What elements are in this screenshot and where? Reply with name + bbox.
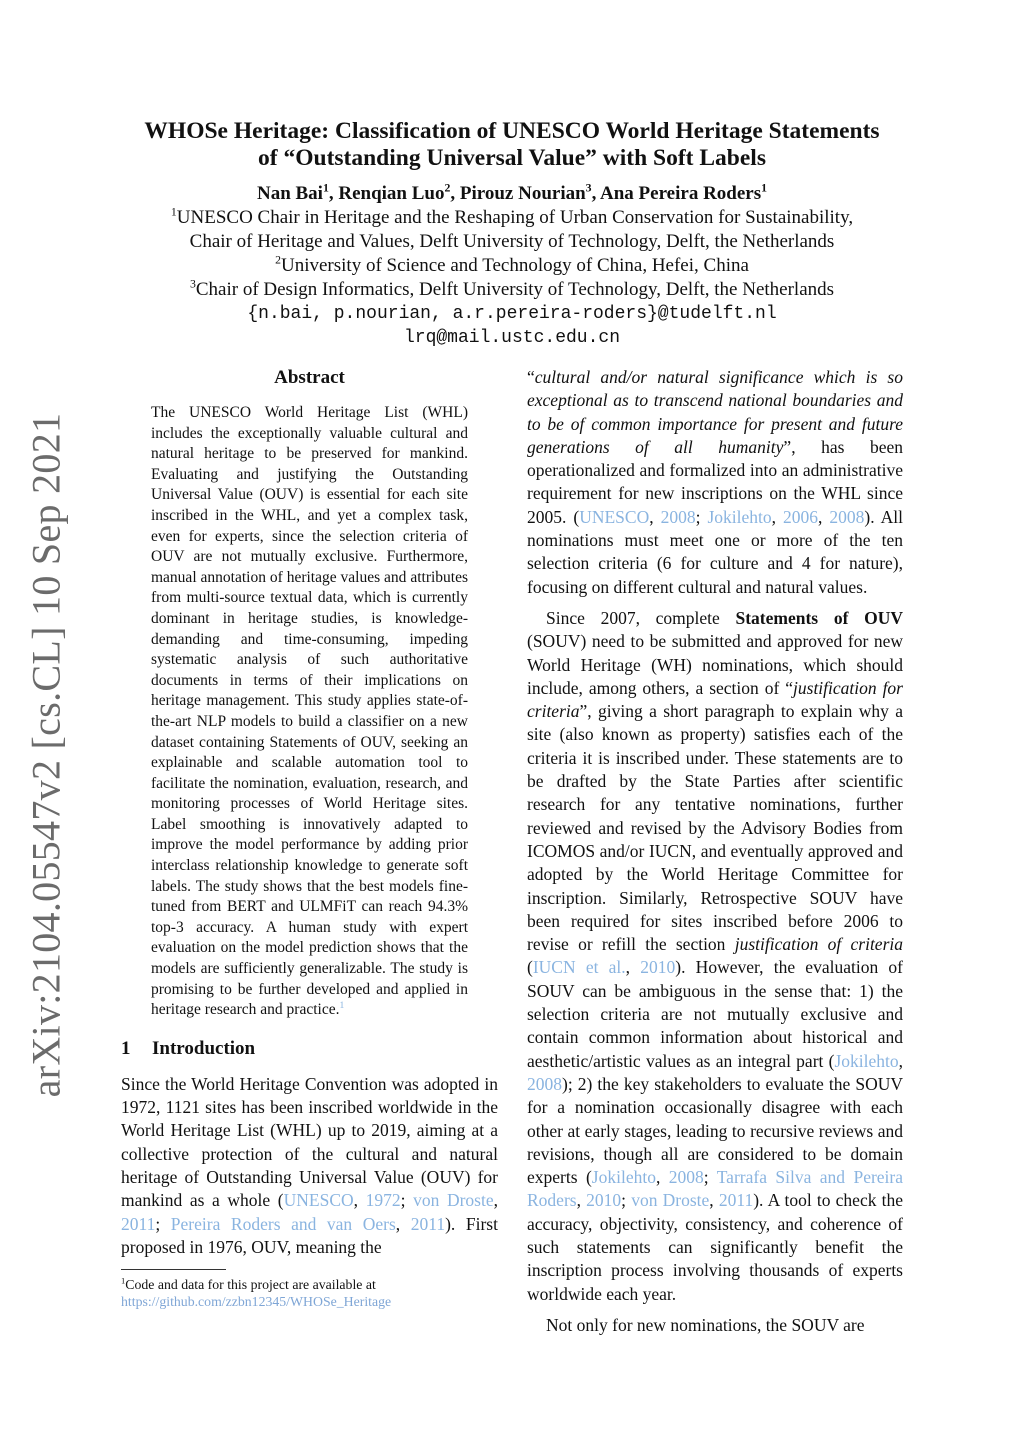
citation-link[interactable]: 2008 <box>829 506 865 527</box>
citation-link[interactable]: 2010 <box>586 1190 622 1211</box>
affil-text: University of Science and Technology of China, Hefei, China <box>280 255 749 276</box>
affiliation <box>100 230 924 254</box>
footnote-divider <box>121 1269 226 1270</box>
citation-link[interactable]: 2008 <box>660 506 696 527</box>
author-affil-mark: 1 <box>761 181 768 195</box>
intro-paragraph-2: Since 2007, complete Statements of OUV (SOUV) need to be submitted and approved for new World Heritage (WH) nominations, which should include, among others, a section of “justification for criteria”, giving a short paragraph to explain why a site (also known as property) satisfies each of the criteria it is inscribed under. These statements are to be drafted by the State Parties after scientific research for any tentative nominations, further reviewed and revised by the Advisory Bodies from ICOMOS and/or IUCN, and eventually approved and adopted by the World Heritage Committee for inscription. Similarly, Retrospective SOUV have been required for sites inscribed before 2006 to revise or refill the section justification of criteria (IUCN et al., 2010). However, the evaluation of SOUV can be ambiguous in the sense that: 1) the selection criteria are not mutually exclusive and contain common information about historical and aesthetic/artistic values as an integral part (Jokilehto, 2008); 2) the key stakeholders to evaluate the SOUV for a nomination occasionally disagree with each other at early stages, leading to recursive reviews and revisions, though all are considered to be domain experts (Jokilehto, 2008; Tarrafa Silva and Pereira Roders, 2010; von Droste, 2011). A tool to check the accuracy, objectivity, consistency, and coherence of such statements can significantly benefit the inscription process involving thousands of experts worldwide each year. <box>527 607 904 1304</box>
footnote-url-link[interactable]: https://github.com/zzbn12345/WHOSe_Heritage <box>121 1294 392 1310</box>
citation-link[interactable]: 2011 <box>718 1190 754 1211</box>
citation-link[interactable]: Tarrafa Silva and Pereira Roders <box>527 1167 904 1211</box>
body-text: ). A tool to check the accuracy, objectivity, consistency, and coherence of such statements can significantly benefit the inscription process involving thousands of experts worldwide each year. <box>527 1190 904 1304</box>
citation-link[interactable]: Jokilehto <box>707 506 772 527</box>
intro-paragraph-continued: “cultural and/or natural significance which is so exceptional as to transcend national boundaries and to be of common importance for present and future generations of all humanity”, has been operationalized and formalized into an administrative requirement for new inscriptions on the WHL since 2005. (UNESCO, 2008; Jokilehto, 2006, 2008). All nominations must meet one or more of the ten selection criteria (6 for culture and 4 for nature), focusing on different cultural and natural values. <box>527 367 903 597</box>
paper-header <box>100 118 924 350</box>
affil-text: Chair of Heritage and Values, Delft University of Technology, Delft, the Netherlands <box>189 231 835 252</box>
author-separator: , <box>328 183 339 204</box>
author-list <box>100 182 924 206</box>
citation-link[interactable]: Pereira Roders and van Oers <box>170 1213 396 1234</box>
author-affil-mark: 1 <box>322 181 329 195</box>
section-number: 1 <box>121 1037 131 1059</box>
affil-mark: 3 <box>189 277 196 291</box>
section-heading-introduction <box>121 1037 498 1061</box>
italic-term: justification for criteria <box>527 677 903 722</box>
author-separator: , <box>450 183 460 204</box>
citation-link[interactable]: UNESCO <box>283 1190 354 1211</box>
affiliation <box>100 206 924 230</box>
author-name: Pirouz Nourian <box>459 183 586 204</box>
footnote-mark: 1 <box>121 1275 126 1286</box>
body-text: Since 2007, complete <box>546 607 736 628</box>
footnote-text: Code and data for this project are available at <box>125 1277 376 1293</box>
citation-link[interactable]: 2011 <box>121 1213 156 1234</box>
author-name: Nan Bai <box>256 183 323 204</box>
footnote <box>121 1276 498 1310</box>
abstract-text: The UNESCO World Heritage List (WHL) includes the exceptionally valuable cultural and natural heritage to be preserved for mankind. Evaluating and justifying the Outstanding Universal Value (OUV) is essential for each site inscribed in the WHL, and yet a complex task, even for experts, since the selection criteria of OUV are not mutually exclusive. Furthermore, manual annotation of heritage values and attributes from multi-source textual data, which is currently dominant in heritage studies, is knowledge-demanding and time-consuming, impeding systematic analysis of such authoritative documents in terms of their implications on heritage management. This study applies state-of-the-art NLP models to build a classifier on a new dataset containing Statements of OUV, seeking an explainable and scalable automation tool to facilitate the nomination, evaluation, research, and monitoring processes of World Heritage sites. Label smoothing is innovatively adapted to improve the model performance by adding prior interclass relationship knowledge to generate soft labels. The study shows that the best models fine-tuned from BERT and ULMFiT can reach 94.3% top-3 accuracy. A human study with expert evaluation on the model prediction shows that the models are sufficiently generalizable. The study is promising to be further developed and applied in heritage research and practice. <box>151 404 468 1019</box>
body-text: ). All nominations must meet one or more of the ten selection criteria (6 for culture and 4 for nature), focusing on different cultural and natural values. <box>527 506 903 597</box>
affil-text: UNESCO Chair in Heritage and the Reshaping of Urban Conservation for Sustainability, <box>176 207 854 228</box>
citation-link[interactable]: UNESCO <box>579 506 650 527</box>
citation-link[interactable]: Jokilehto <box>591 1167 656 1188</box>
email-tudelft: {n.bai, p.nourian, a.r.pereira-roders}@tudelft.nl <box>247 304 777 324</box>
email-ustc: lrq@mail.ustc.edu.cn <box>403 328 621 348</box>
body-text: ). First proposed in 1976, OUV, meaning the <box>121 1213 498 1257</box>
citation-link[interactable]: von Droste <box>413 1190 494 1211</box>
body-text: ). However, the evaluation of SOUV can be ambiguous in the sense that: 1) the selection criteria are not mutually exclusive and contain common information about historical and aesthetic/artistic values as an integral part ( <box>527 957 903 1071</box>
affil-text: Chair of Design Informatics, Delft University of Technology, Delft, the Netherlands <box>195 279 835 300</box>
right-column <box>527 366 903 1337</box>
body-text: ); 2) the key stakeholders to evaluate the SOUV for a nomination occasionally disagree with each other at early stages, leading to recursive reviews and revisions, though all are considered to be domain experts ( <box>527 1073 903 1188</box>
affil-mark: 2 <box>275 253 281 267</box>
footnote-link[interactable]: 1 <box>339 1000 345 1012</box>
title-line-2: of “Outstanding Universal Value” with Soft Labels <box>258 145 766 171</box>
affil-mark: 1 <box>170 205 177 219</box>
body-text: (SOUV) need to be submitted and approved for new World Heritage (WH) nominations, which should include, among others, a section of “ <box>527 631 903 698</box>
paper-title <box>100 118 924 172</box>
author-affil-mark: 2 <box>444 181 451 195</box>
abstract-heading: Abstract <box>274 367 345 388</box>
italic-term: justification of criteria <box>734 934 903 955</box>
left-column <box>121 366 498 1310</box>
section-title: Introduction <box>152 1037 256 1059</box>
affiliation <box>100 278 924 302</box>
title-line-1: WHOSe Heritage: Classification of UNESCO World Heritage Statements <box>144 118 880 144</box>
author-separator: , <box>591 183 601 204</box>
arxiv-identifier: arXiv:2104.05547v2 [cs.CL] 10 Sep 2021 <box>23 412 69 1098</box>
citation-link[interactable]: 2008 <box>527 1073 562 1094</box>
body-text: ( <box>527 957 533 978</box>
citation-link[interactable]: 2006 <box>783 506 819 527</box>
body-text: ”, has been operationalized and formalized into an administrative requirement for new inscriptions on the WHL since 2005. ( <box>527 436 903 527</box>
citation-link[interactable]: Jokilehto <box>834 1050 899 1071</box>
bold-term: Statements of OUV <box>735 607 903 628</box>
arxiv-sidebar <box>14 412 78 1098</box>
citation-link[interactable]: 1972 <box>365 1190 401 1211</box>
author-name: Renqian Luo <box>338 183 445 204</box>
intro-paragraph-1: Since the World Heritage Convention was adopted in 1972, 1121 sites has been inscribed worldwide in the World Heritage List (WHL) up to 2019, aiming at a collective protection of the cultural and natural heritage of Outstanding Universal Value (OUV) for mankind as a whole (UNESCO, 1972; von Droste, 2011; Pereira Roders and van Oers, 2011). First proposed in 1976, OUV, meaning the <box>121 1073 498 1257</box>
body-text: ”, giving a short paragraph to explain why a site (also known as property) satisfies each of the criteria it is inscribed under. These statements are to be drafted by the State Parties after scientific research for any tentative nominations, further reviewed and revised by the Advisory Bodies from ICOMOS and/or IUCN, and eventually approved and adopted by the World Heritage Committee for inscription. Similarly, Retrospective SOUV have been required for sites inscribed before 2006 to revise or refill the section <box>527 701 903 955</box>
ouv-definition-quote: cultural and/or natural significance which is so exceptional as to transcend national boundaries and to be of common importance for present and future generations of all humanity <box>527 367 903 457</box>
affiliation <box>100 254 924 278</box>
author-affil-mark: 3 <box>585 181 592 195</box>
citation-link[interactable]: von Droste <box>631 1190 710 1211</box>
body-text: “ <box>527 367 535 387</box>
body-text: Since the World Heritage Convention was adopted in 1972, 1121 sites has been inscribed worldwide in the World Heritage List (WHL) up to 2019, aiming at a collective protection of the cultural and natural heritage of Outstanding Universal Value (OUV) for mankind as a whole ( <box>121 1073 498 1211</box>
citation-link[interactable]: 2011 <box>410 1213 446 1234</box>
citation-link[interactable]: IUCN et al. <box>532 957 626 978</box>
citation-link[interactable]: 2008 <box>668 1167 704 1188</box>
intro-paragraph-3: Not only for new nominations, the SOUV are <box>546 1314 865 1335</box>
author-name: Ana Pereira Roders <box>600 183 762 204</box>
citation-link[interactable]: 2010 <box>640 957 676 978</box>
abstract-body <box>151 403 468 1021</box>
